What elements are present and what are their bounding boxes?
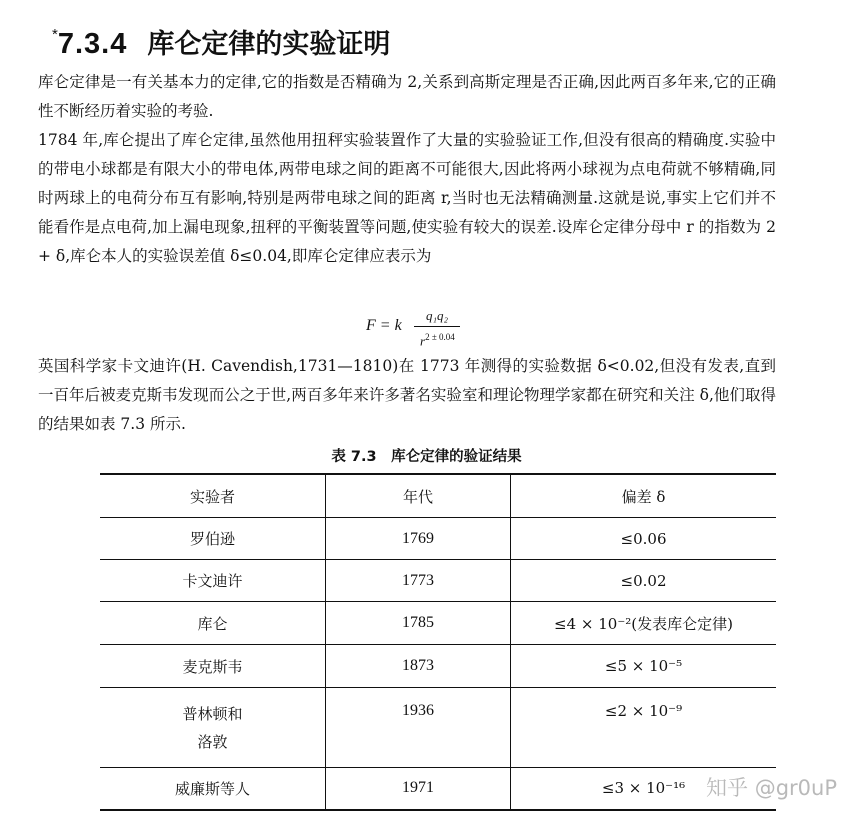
table-row xyxy=(100,518,776,560)
column-header-deviation: 偏差 δ xyxy=(511,474,777,518)
formula-denominator-base: r xyxy=(420,333,426,349)
formula-lhs: F = k xyxy=(366,317,402,334)
cell-experimenter: 威廉斯等人 xyxy=(100,768,326,810)
cell-year: 1971 xyxy=(326,768,511,810)
table-row xyxy=(100,688,776,768)
cell-deviation: ≤0.02 xyxy=(511,560,777,602)
table-caption: 表 7.3 库仑定律的验证结果 xyxy=(331,449,522,465)
cell-experimenter: 麦克斯韦 xyxy=(100,645,326,688)
cell-deviation: ≤3 × 10⁻¹⁶ xyxy=(511,768,777,810)
formula-numerator: q₁q₂ xyxy=(425,308,449,323)
paragraph-cavendish: 英国科学家卡文迪许(H. Cavendish,1731—1810)在 1773 年测得的实验数据 δ<0.02,但没有发表,直到一百年后被麦克斯韦发现而公之于世,两百多年来许多著名实验室和理论物理学家都在研究和关注 δ,他们取得的结果如表 7.3 所示. xyxy=(38,357,776,433)
cell-experimenter: 罗伯逊 xyxy=(100,518,326,560)
cell-deviation: ≤5 × 10⁻⁵ xyxy=(511,645,777,688)
cell-experimenter: 卡文迪许 xyxy=(100,560,326,602)
optional-section-marker: * xyxy=(52,26,58,43)
table-row xyxy=(100,768,776,810)
cell-year: 1936 xyxy=(326,688,511,768)
cell-experimenter: 库仑 xyxy=(100,602,326,645)
fraction-bar xyxy=(414,326,460,327)
table-row xyxy=(100,645,776,688)
cell-year: 1785 xyxy=(326,602,511,645)
table-header-row xyxy=(100,474,776,518)
cell-year: 1769 xyxy=(326,518,511,560)
cell-year: 1773 xyxy=(326,560,511,602)
column-header-year: 年代 xyxy=(326,474,511,518)
paragraph-intro: 库仑定律是一有关基本力的定律,它的指数是否精确为 2,关系到高斯定理是否正确,因此两百多年来,它的正确性不断经历着实验的考验. xyxy=(38,73,776,120)
table-row xyxy=(100,560,776,602)
cell-year: 1873 xyxy=(326,645,511,688)
section-title: 库仑定律的实验证明 xyxy=(147,29,391,60)
cell-deviation: ≤2 × 10⁻⁹ xyxy=(511,688,777,768)
cell-deviation: ≤0.06 xyxy=(511,518,777,560)
column-header-experimenter: 实验者 xyxy=(100,474,326,518)
verification-results-table xyxy=(100,473,776,811)
cell-deviation: ≤4 × 10⁻²(发表库仑定律) xyxy=(511,602,777,645)
formula-fraction xyxy=(414,307,460,350)
paragraph-history: 1784 年,库仑提出了库仑定律,虽然他用扭秤实验装置作了大量的实验验证工作,但没有很高的精确度.实验中的带电小球都是有限大小的带电体,两带电球之间的距离不可能很大,因此将两小球视为点电荷就不够精确,同时两球上的电荷分布互有影响,特别是两带电球之间的距离 r,当时也无法精确测量.这就是说,事实上它们并不能看作是点电荷,加上漏电现象,扭秤的平衡装置等问题,使实验有较大的误差.设库仑定律分母中 r 的指数为 2 + δ,库仑本人的实验误差值 δ≤0.04,即库仑定律应表示为 xyxy=(38,131,776,265)
table-row xyxy=(100,602,776,645)
watermark: 知乎 @gr0uP xyxy=(706,776,837,800)
section-heading xyxy=(52,22,390,62)
section-number: 7.3.4 xyxy=(57,28,128,60)
formula-denominator xyxy=(414,328,460,350)
formula-exponent: 2 ± 0.04 xyxy=(425,332,455,342)
cell-experimenter: 普林顿和 洛敦 xyxy=(100,688,326,768)
